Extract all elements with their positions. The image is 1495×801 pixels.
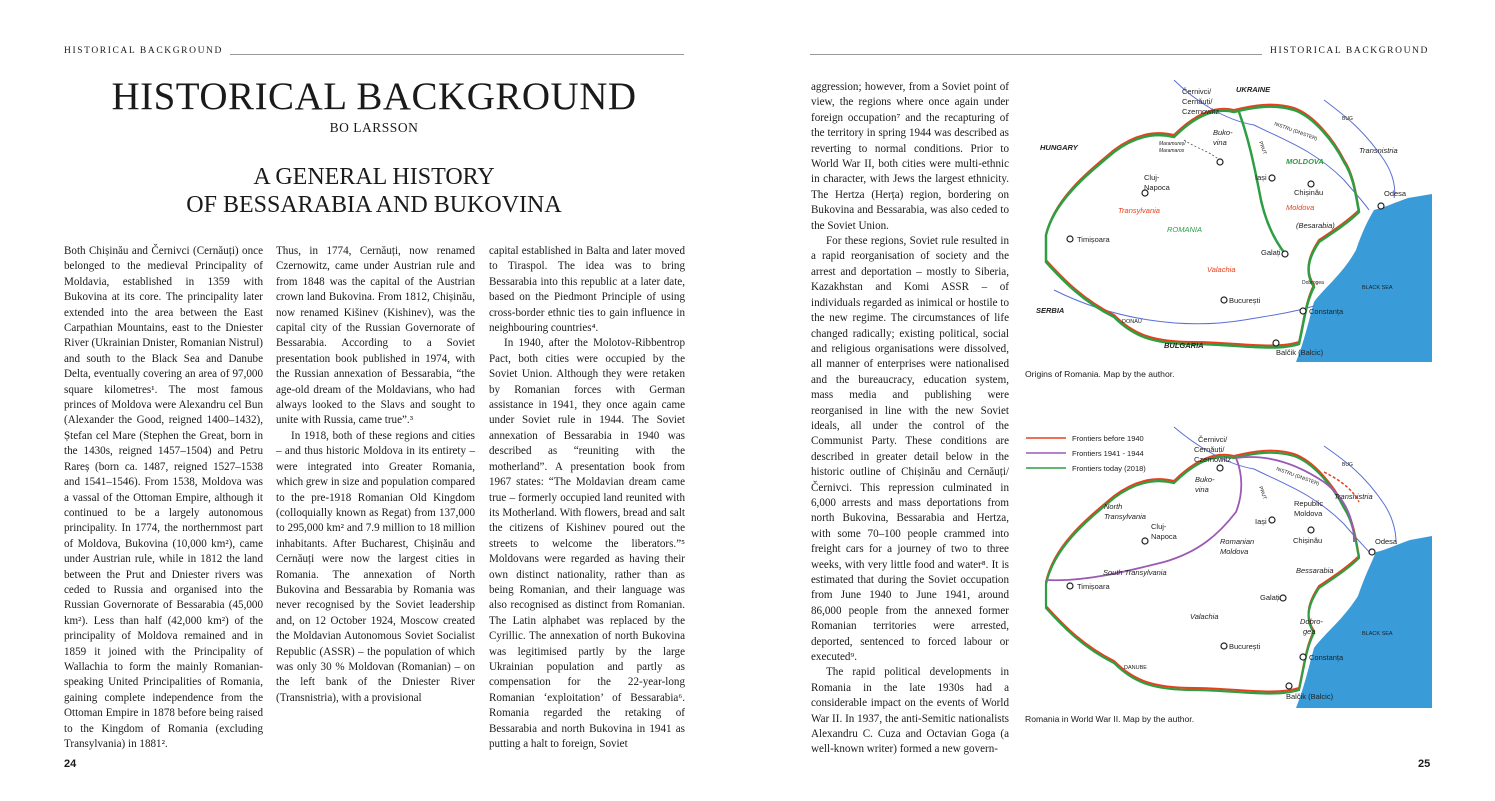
map-label: Napoca xyxy=(1144,183,1170,192)
map-label: București xyxy=(1229,296,1261,305)
text-column-2 xyxy=(276,244,475,706)
map-label: DANUBE xyxy=(1124,665,1147,671)
map-label: București xyxy=(1229,642,1261,651)
map-label: Valachia xyxy=(1207,265,1236,274)
map-label: Cluj- xyxy=(1151,522,1167,531)
chapter-title: HISTORICAL BACKGROUND xyxy=(111,75,637,118)
map-label: Maramaros xyxy=(1159,148,1185,154)
subtitle-line-1: A GENERAL HISTORY xyxy=(253,164,495,190)
map-label: PRUT xyxy=(1257,140,1268,156)
map-origins-of-romania xyxy=(1024,80,1432,362)
map-label: Cluj- xyxy=(1144,173,1160,182)
map-label: Cernăuți/ xyxy=(1194,445,1225,454)
map-label: South Transylvania xyxy=(1103,568,1167,577)
map-label: Moldova xyxy=(1286,203,1315,212)
legend-label: Frontiers 1941 - 1944 xyxy=(1072,449,1144,458)
author-name: BO LARSSON xyxy=(329,120,419,135)
map-label: Chișinău xyxy=(1294,188,1324,197)
map-label: DONAU xyxy=(1122,319,1142,325)
map-label: gea xyxy=(1303,627,1316,636)
text-column-1 xyxy=(64,244,263,752)
legend-label: Frontiers today (2018) xyxy=(1072,464,1146,473)
paragraph: In 1918, both of these regions and cities – and thus historic Moldova in its entirety – were integrated into Greater Romania, which grew in size and population compared to the pre-1918 Romanian Old Kingdom (colloquially known as Regat) from 137,000 to 295,000 km² and 7.9 million to 18 million inhabitants. After Bucharest, Chișinău and Cernăuți were now the largest cities in Romania. The annexation of North Bukovina and Bessarabia by Romania was never recognised by the Soviet leadership and, on 12 October 1924, Moscow created the Moldavian Autonomous Soviet Socialist Republic (ASSR) – the population of which was only 30 % Moldovan (Romanian) – on the left bank of the Dniester River (Transnistria), with a provisional xyxy=(276,429,476,704)
map-label: SERBIA xyxy=(1036,306,1065,315)
map-label: Odesa xyxy=(1375,537,1398,546)
paragraph: Both Chișinău and Černivci (Cernăuți) once belonged to the medieval Principality of Moldavia, established in 1359 with Bukovina at its core. The principality later extended into the area between the East Carpathian Mountains, east to the Dniester River (Ukrainian Dnister, Romanian Nistrul) and south to the Black Sea and Danube Delta, eventually covering an area of 97,000 square kilometres¹. The most famous princes of Moldova were Alexandru cel Bun (Alexander the Good, reigned 1400–1432), Ștefan cel Mare (Stephen the Great, born in the 1430s, reigned 1457–1504) and Petru Rareș (born ca. 1487, reigned 1527–1538 and 1541–1546). From 1538, Moldova was a vassal of the Ottoman Empire, although it continued to be a largely autonomous principality. In 1774, the northernmost part of Moldova, Bukovina (10,000 km²), came under Austrian rule, while in 1812 the land between the Prut and Dniester rivers was ceded to Russia and organised into the Russian Governorate of Bessarabia (45,000 km²). Less than half (42,000 km²) of the principality of Moldova remained and in 1859 it joined with the Principality of Wallachia to form the mainly Romanian-speaking United Principalities of Romania, gaining complete independence from the Ottoman Empire in 1878 before being raised to the Kingdom of Romania (excluding Transylvania) in 1881². xyxy=(64,245,263,750)
map-label: Czernowitz xyxy=(1182,107,1220,116)
map-label: Odesa xyxy=(1384,189,1407,198)
map-romania-ww2 xyxy=(1024,422,1432,708)
map-label: Romanian xyxy=(1220,537,1255,546)
map-label: Moldova xyxy=(1294,509,1323,518)
paragraph: In 1940, after the Molotov-Ribbentrop Pact, both cities were occupied by the Soviet Union. Although they were retaken by Romanian forces with German assistance in 1941, they once again came under Soviet rule in 1944. The Soviet annexation of Bessarabia in 1940 was described as “reuniting with the motherland”. A presentation book from 1967 states: “The Moldavian dream came true – formerly occupied land reunited with its Motherland. With flowers, bread and salt the citizens of Kishinev poured out the streets to welcome the liberators.”⁵ Moldovans were regarded as having their own distinct nationality, rather than as being Romanian, and their language was also recognised as distinct from Romanian. The Latin alphabet was replaced by the Cyrillic. The annexation of north Bukovina was legitimised partly by the large Ukrainian population and partly as compensation for the 22-year-long Romanian ‘exploitation’ of Bessarabia⁶. Romania regarded the retaking of Bessarabia and north Bukovina in 1941 as putting a halt to foreign, Soviet xyxy=(489,337,685,750)
map-label: Transylvania xyxy=(1118,206,1160,215)
map-label: Transnistria xyxy=(1359,146,1398,155)
map-label: Balčik (Balcic) xyxy=(1286,692,1334,701)
page-number-right: 25 xyxy=(1418,758,1431,770)
paragraph: Thus, in 1774, Cernăuți, now renamed Czernowitz, came under Austrian rule and from 1848 was the capital of the Austrian crown land Bukovina. From 1812, Chișinău, now renamed Kišinev (Kishinev), was the capital city of the Russian Governorate of Bessarabia. According to a Soviet presentation book published in 1974, with the Russian annexation of Bessarabia, “the age-old dream of the Moldavians, who had always looked to the Slavs and sought to unite with Russia, came true”.³ xyxy=(276,245,475,427)
header-rule-right xyxy=(810,54,1262,55)
running-head-right: HISTORICAL BACKGROUND xyxy=(1270,46,1429,56)
map-label: ROMANIA xyxy=(1167,225,1203,234)
header-rule-left xyxy=(230,54,684,55)
map-label: MOLDOVA xyxy=(1286,157,1324,166)
map-label: Dobro- xyxy=(1300,617,1323,626)
map-label: Valachia xyxy=(1190,612,1219,621)
map-label: Napoca xyxy=(1151,532,1177,541)
map-label: (Besarabia) xyxy=(1296,221,1335,230)
map-label: BULGARIA xyxy=(1164,341,1204,350)
map-label: HUNGARY xyxy=(1040,143,1078,152)
map-label: Republic xyxy=(1294,499,1324,508)
left-page xyxy=(0,0,747,801)
map-label: vina xyxy=(1213,138,1227,147)
map-label: vina xyxy=(1195,485,1209,494)
map-label: Moldova xyxy=(1220,547,1249,556)
map-label: BUG xyxy=(1342,116,1353,122)
map-label: NISTRU (DNISTER) xyxy=(1273,121,1318,143)
map-label: UKRAINE xyxy=(1236,85,1271,94)
map-label: Cernăuți/ xyxy=(1182,97,1213,106)
map-label: Bessarabia xyxy=(1296,566,1334,575)
map-label: BLACK SEA xyxy=(1362,285,1393,291)
map-label: Transnistria xyxy=(1334,492,1373,501)
paragraph: For these regions, Soviet rule resulted in a rapid reorganisation of society and the arrest and deportation – mostly to Siberia, Kazakhstan and Komi ASSR – of individuals regarded as inimical or hostile to the new regime. The circumstances of life changed radically; existing political, social and religious organisations were dissolved, all manner of enterprises were nationalised and the bureaucracy, education system, mass media and publishing were reorganised in line with the new Soviet ideals, all under the control of the Communist Party. These conditions are described in greater detail below in the historic outline of Chișinău and Cernăuți/Černivci. This repression culminated in 6,000 arrests and mass deportations from north Bukovina, Bessarabia and Hertza, with some 70–100 people crammed into freight cars for a journey of two to three weeks, with very little food and water⁸. It is estimated that during the Soviet occupation from June 1940 to June 1941, around 86,000 people from the annexed former Romanian territories were arrested, deported, sentenced to forced labour or executed⁹. xyxy=(811,235,1009,664)
subtitle-line-2: OF BESSARABIA AND BUKOVINA xyxy=(186,192,562,218)
map-label: NISTRU (DNISTER) xyxy=(1275,466,1320,488)
page-number-left: 24 xyxy=(64,758,77,770)
map-2-caption: Romania in World War II. Map by the author. xyxy=(1025,714,1195,724)
map-1-caption: Origins of Romania. Map by the author. xyxy=(1025,369,1175,379)
map-label: Galați xyxy=(1260,593,1280,602)
map-label: Chișinău xyxy=(1293,536,1323,545)
map-label: Galați xyxy=(1261,248,1281,257)
map-label: Transylvania xyxy=(1104,512,1146,521)
map-label: PRUT xyxy=(1257,485,1268,501)
section-subtitle xyxy=(64,163,684,219)
paragraph: aggression; however, from a Soviet point of view, the regions where once again under foreign occupation⁷ and the recapturing of the territory in spring 1944 was described as reverting to normal conditions. Prior to World War II, both cities were multi-ethnic in character, with Jews the largest ethnicity. The Hertza (Herța) region, bordering on Bukovina and Bessarabia, was also ceded to the Soviet Union. xyxy=(811,81,1009,232)
map-label: Dobrogea xyxy=(1302,280,1324,286)
map-label: Černivci/ xyxy=(1198,435,1228,444)
text-column-right xyxy=(811,80,1009,758)
map-label: Timișoara xyxy=(1077,235,1110,244)
map-label: Czernowitz xyxy=(1194,455,1232,464)
map-label: North xyxy=(1104,502,1123,511)
map-label: Balčik (Balcic) xyxy=(1276,348,1324,357)
map-label: BLACK SEA xyxy=(1362,631,1393,637)
running-head-left: HISTORICAL BACKGROUND xyxy=(64,46,223,56)
text-column-3 xyxy=(489,244,685,752)
map-label: Constanța xyxy=(1309,307,1344,316)
map-label: Maramureș/ xyxy=(1159,141,1186,147)
map-label: BUG xyxy=(1342,462,1353,468)
map-label: Buko- xyxy=(1195,475,1215,484)
legend-label: Frontiers before 1940 xyxy=(1072,434,1144,443)
map-label: Iași xyxy=(1255,173,1267,182)
paragraph: capital established in Balta and later moved to Tiraspol. The idea was to bring Bessarabia into this republic at a later date, based on the Piedmont Principle of using cross-border ethnic ties to gain influence in neighbouring countries⁴. xyxy=(489,245,685,335)
map-label: Timișoara xyxy=(1077,582,1110,591)
paragraph: The rapid political developments in Romania in the late 1930s had a considerable impact on the events of World War II. In 1937, the anti-Semitic nationalists Alexandru C. Cuza and Octavian Goga (a well-known writer) formed a new govern- xyxy=(811,666,1009,756)
map-label: Buko- xyxy=(1213,128,1233,137)
map-label: Iași xyxy=(1255,517,1267,526)
map-label: Černivci/ xyxy=(1182,87,1212,96)
map-label: Constanța xyxy=(1309,653,1344,662)
